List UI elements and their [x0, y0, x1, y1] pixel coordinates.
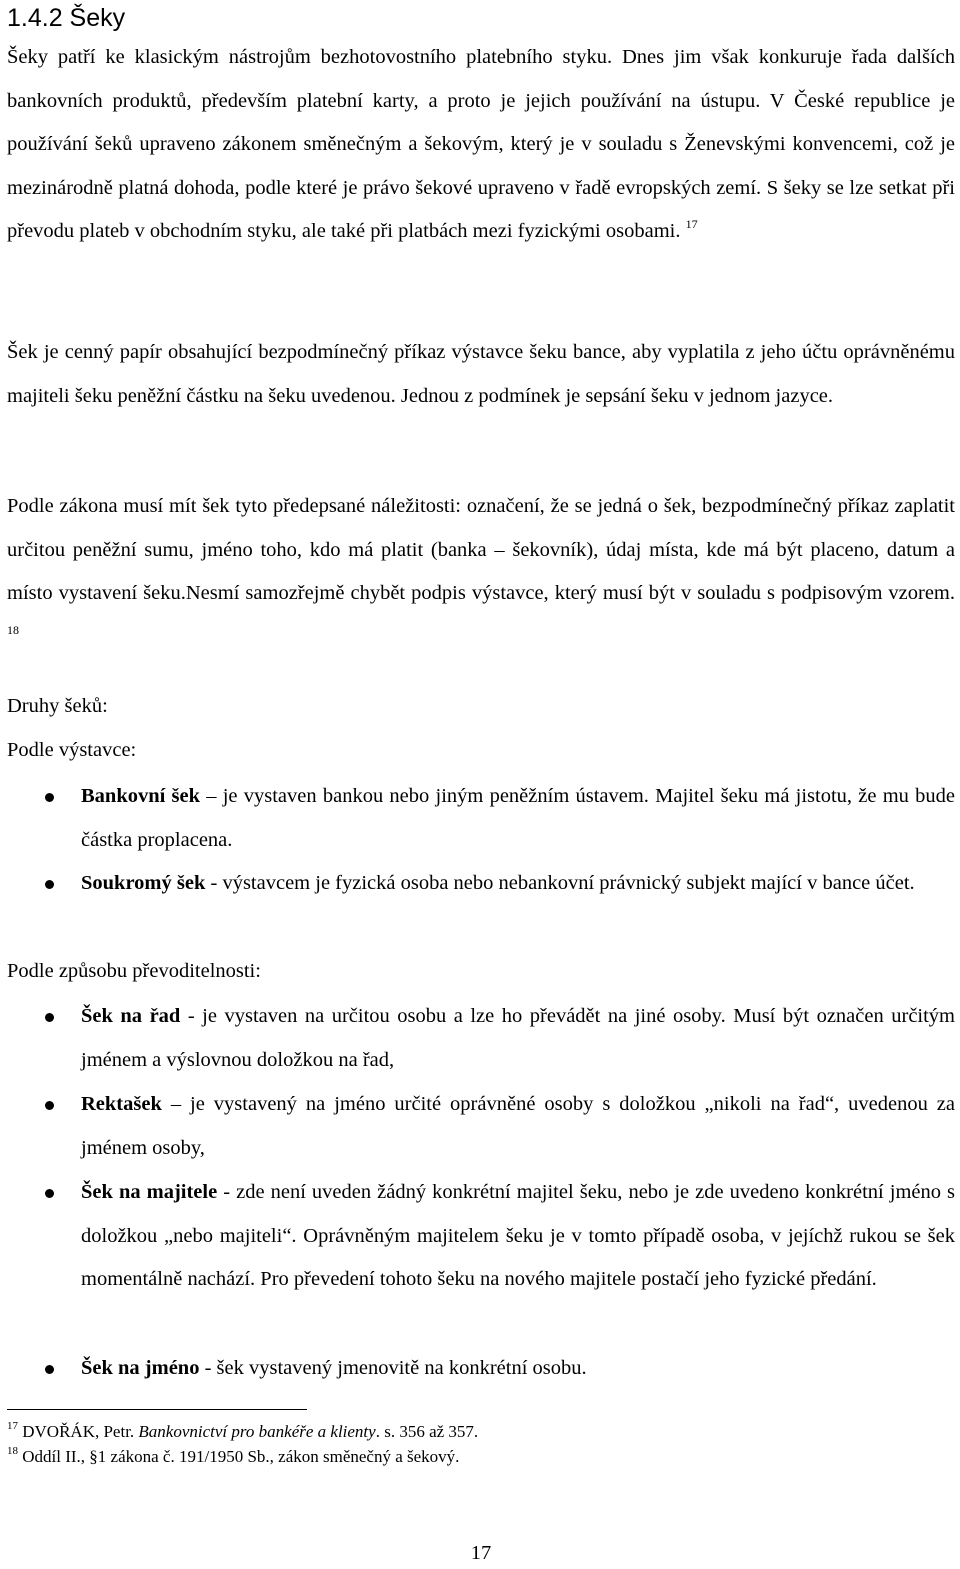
footnote-ref: 18: [7, 622, 19, 637]
footnote-text-end: . s. 356 až 357.: [375, 1422, 479, 1441]
bullet-icon: [45, 1365, 54, 1374]
paragraph-cheque-definition: [7, 331, 955, 418]
page-number: 17: [470, 1542, 492, 1564]
footnote-18: [7, 1445, 459, 1469]
footnote-text: DVOŘÁK, Petr.: [22, 1422, 139, 1441]
types-heading: Druhy šeků:: [7, 695, 108, 717]
paragraph-cheques-intro: [7, 36, 955, 254]
list-item-term: Rektašek: [81, 1093, 162, 1115]
list-item-term: Šek na jméno: [81, 1357, 200, 1379]
list-item-bank-cheque: [81, 775, 955, 862]
bullet-icon: [45, 1013, 54, 1022]
paragraph-cheque-requirements: [7, 485, 955, 659]
bullet-icon: [45, 793, 54, 802]
list-item-text: - je vystaven na určitou osobu a lze ho převádět na jiné osoby. Musí být označen určitým jménem a výslovnou doložkou na řad,: [81, 1005, 956, 1071]
list-item-named-cheque: [81, 1347, 955, 1391]
paragraph-text: Šeky patří ke klasickým nástrojům bezhotovostního platebního styku. Dnes jim však konkuruje řada dalších bankovních produktů, především platební karty, a proto je jejich používání na ústupu. V České republice je používání šeků upraveno zákonem směnečným a šekovým, který je v souladu s Ženevskými konvencemi, což je mezinárodně platná dohoda, podle které je právo šekové upraveno v řadě evropských zemí. S šeky se lze setkat při převodu plateb v obchodním styku, ale také při platbách mezi fyzickými osobami.: [7, 46, 955, 243]
footnote-number: 17: [7, 1420, 18, 1432]
paragraph-text: Šek je cenný papír obsahující bezpodmínečný příkaz výstavce šeku bance, aby vyplatila z jeho účtu oprávněnému majiteli šeku peněžní částku na šeku uvedenou. Jednou z podmínek je sepsání šeku v jednom jazyce.: [7, 341, 955, 407]
by-transfer-heading: Podle způsobu převoditelnosti:: [7, 960, 261, 982]
footnote-title: Bankovnictví pro bankéře a klienty: [138, 1422, 376, 1441]
list-item-term: Bankovní šek: [81, 785, 201, 807]
list-item-order-cheque: [81, 995, 955, 1082]
list-item-term: Soukromý šek: [81, 872, 206, 894]
list-item-text: – je vystaven bankou nebo jiným peněžním ústavem. Majitel šeku má jistotu, že mu bude částka proplacena.: [81, 785, 955, 851]
bullet-icon: [45, 1189, 54, 1198]
footnote-number: 18: [7, 1445, 18, 1457]
list-item-text: - výstavcem je fyzická osoba nebo nebankovní právnický subjekt mající v bance účet.: [205, 872, 915, 894]
paragraph-text: Podle zákona musí mít šek tyto předepsané náležitosti: označení, že se jedná o šek, bezpodmínečný příkaz zaplatit určitou peněžní sumu, jméno toho, kdo má platit (banka – šekovník), údaj místa, kde má být placeno, datum a místo vystavení šeku.Nesmí samozřejmě chybět podpis výstavce, který musí být v souladu s podpisovým vzorem.: [7, 495, 955, 605]
footnote-ref: 17: [685, 217, 698, 232]
bullet-icon: [45, 880, 54, 889]
list-item-term: Šek na řad: [81, 1005, 181, 1027]
list-item-bearer-cheque: [81, 1171, 955, 1302]
list-item-text: - zde není uveden žádný konkrétní majitel šeku, nebo je zde uvedeno konkrétní jméno s doložkou „nebo majiteli“. Oprávněným majitelem šeku je v tomto případě osoba, v jejíchž rukou se šek momentálně nachází. Pro převedení tohoto šeku na nového majitele postačí jeho fyzické předání.: [81, 1181, 955, 1291]
list-item-recta-cheque: [81, 1083, 955, 1170]
bullet-icon: [45, 1101, 54, 1110]
list-item-text: – je vystavený na jméno určité oprávněné osoby s doložkou „nikoli na řad“, uvedenou za jménem osoby,: [81, 1093, 955, 1159]
footnote-text: Oddíl II., §1 zákona č. 191/1950 Sb., zákon směnečný a šekový.: [22, 1447, 460, 1466]
list-item-private-cheque: [81, 862, 955, 906]
section-heading: 1.4.2 Šeky: [7, 4, 126, 32]
list-item-text: - šek vystavený jmenovitě na konkrétní osobu.: [199, 1357, 587, 1379]
footnote-divider: [7, 1409, 307, 1410]
list-item-term: Šek na majitele: [81, 1181, 218, 1203]
by-issuer-heading: Podle výstavce:: [7, 739, 137, 761]
footnote-17: [7, 1420, 478, 1444]
